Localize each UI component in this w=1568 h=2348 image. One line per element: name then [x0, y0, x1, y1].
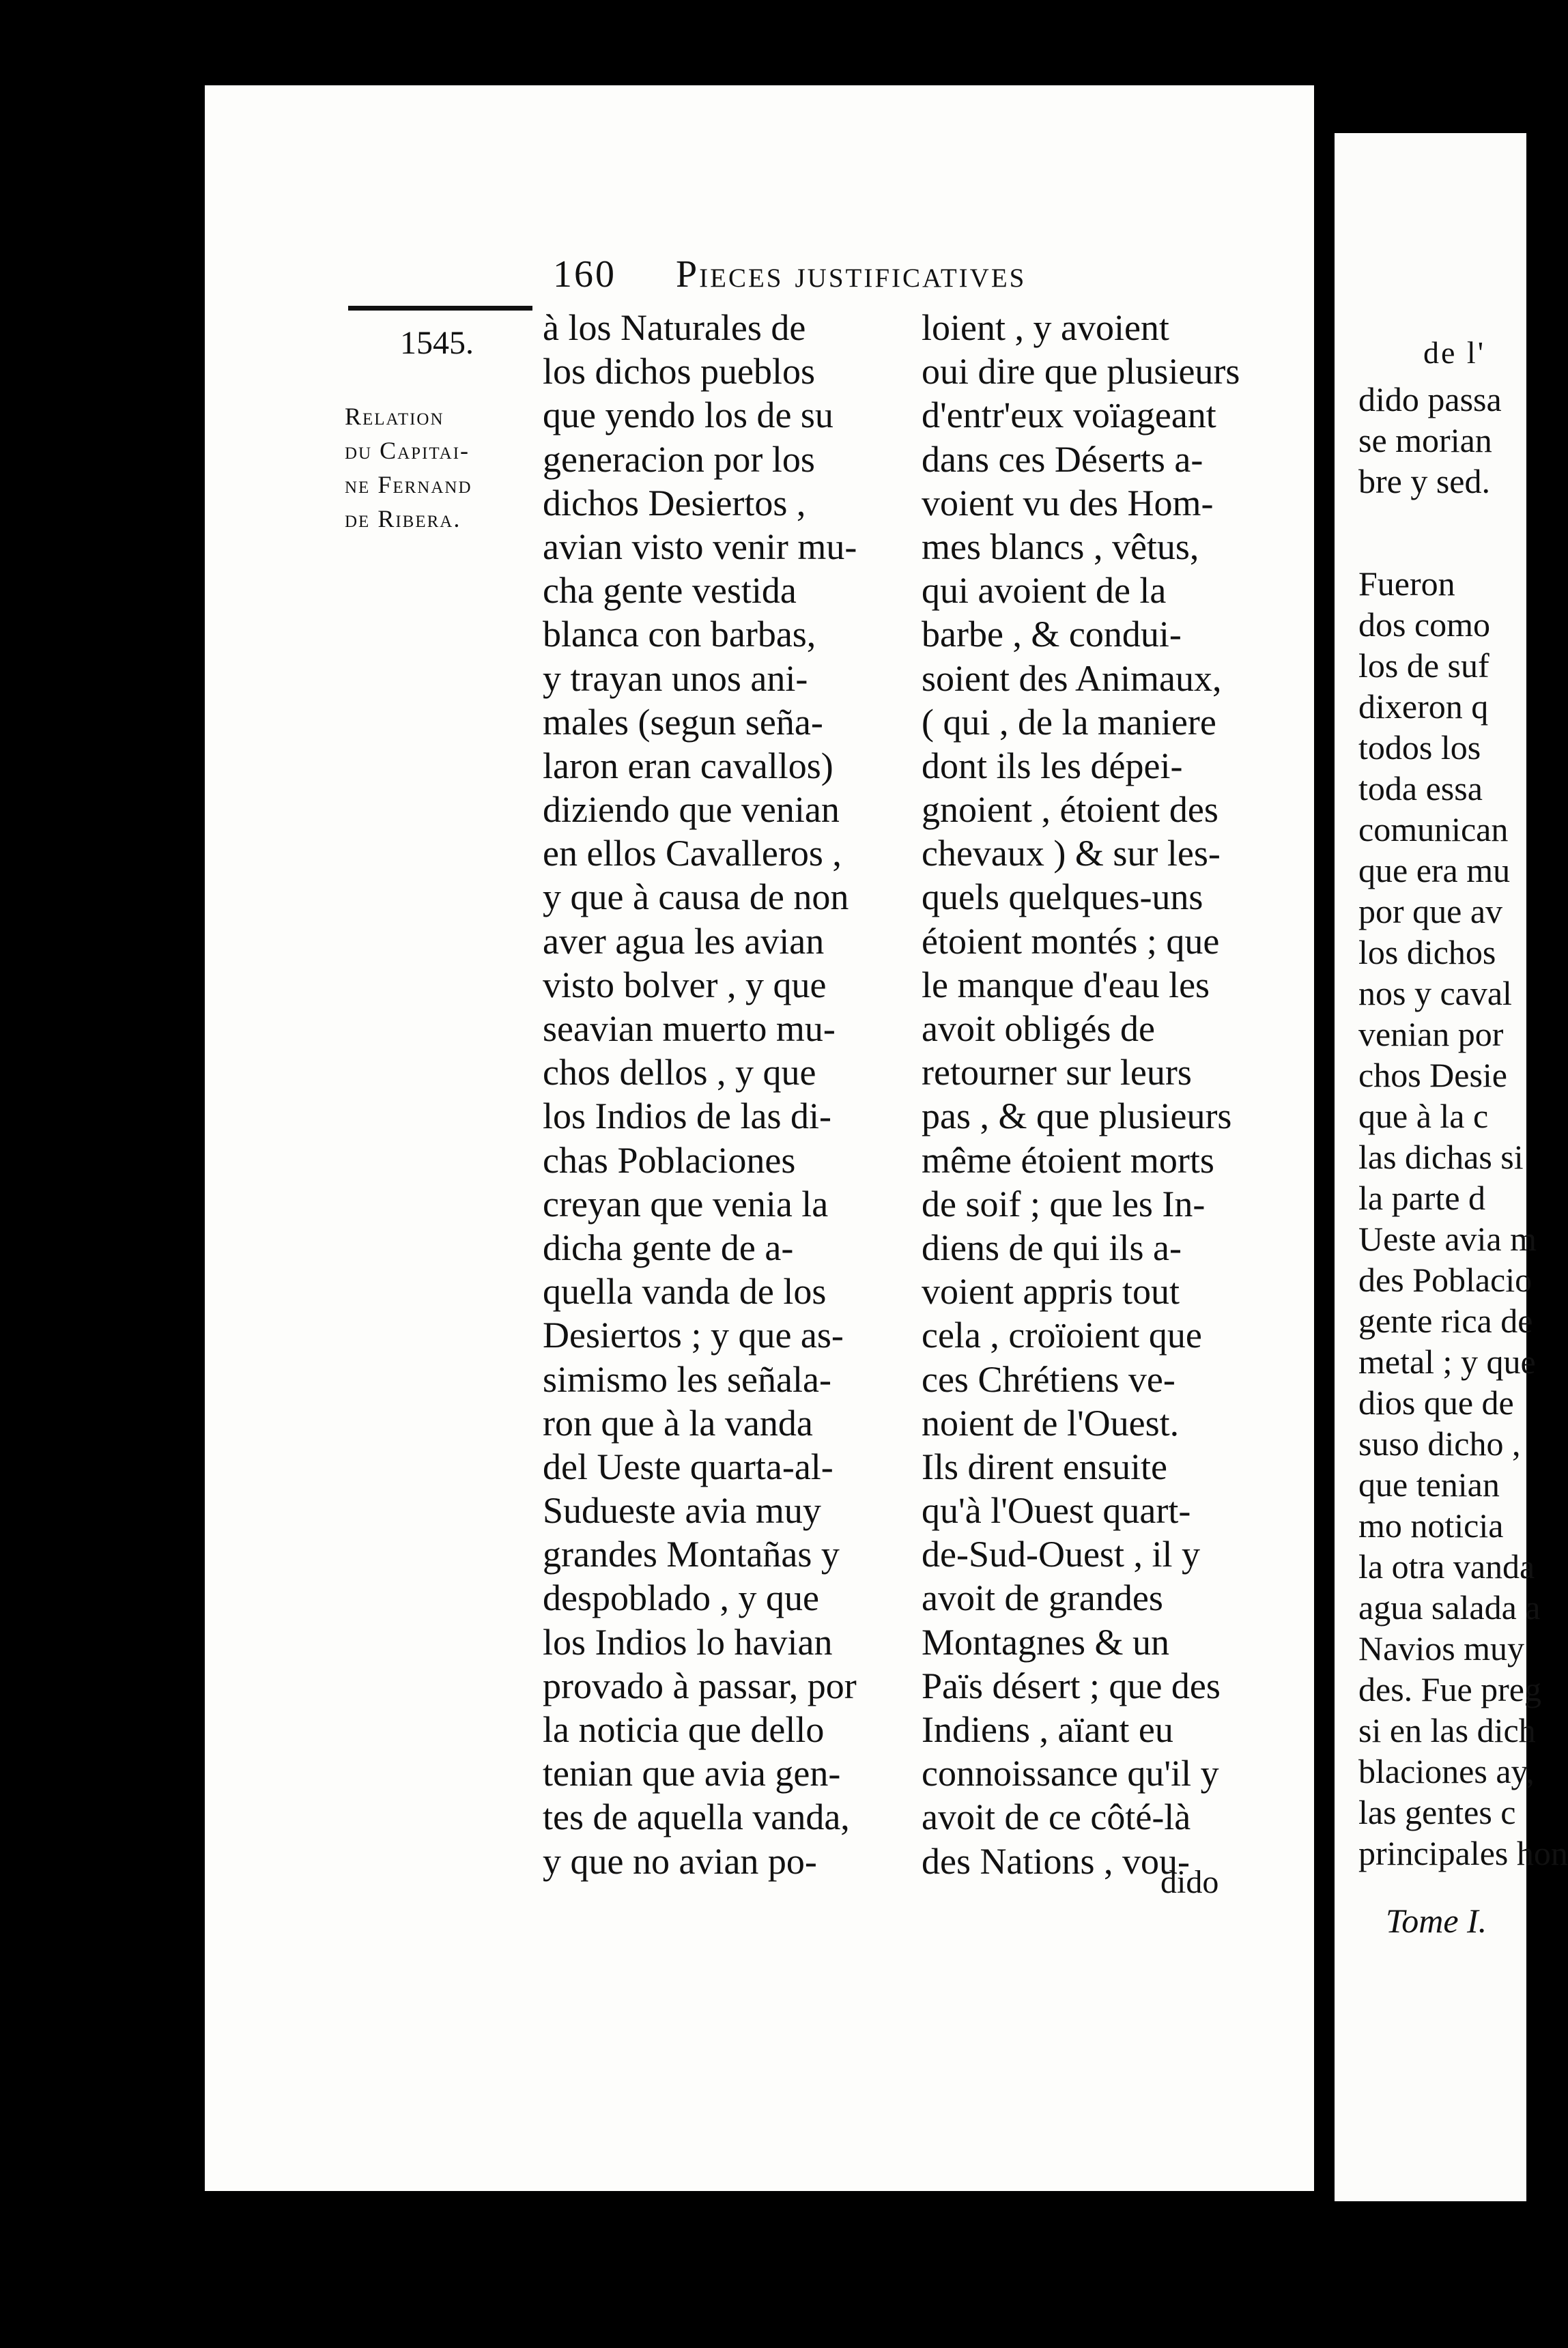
text-line: mes blancs , vêtus, — [922, 526, 1199, 567]
text-line: retourner sur leurs — [922, 1052, 1192, 1093]
text-line: venian por — [1358, 1015, 1504, 1053]
text-line: la otra vanda — [1358, 1547, 1535, 1586]
text-line: dos como — [1358, 605, 1491, 644]
text-line: dios que de — [1358, 1384, 1514, 1422]
paragraph-gap — [1358, 502, 1526, 563]
margin-year: 1545. — [400, 325, 474, 361]
text-line: nos y caval — [1358, 974, 1512, 1012]
text-line: de soif ; que les In- — [922, 1183, 1206, 1225]
text-line: des. Fue preg — [1358, 1670, 1541, 1708]
text-line: qu'à l'Ouest quart- — [922, 1490, 1191, 1532]
margin-line: de Ribera. — [345, 505, 461, 532]
text-line: toda essa — [1358, 769, 1483, 807]
text-line: avoit de grandes — [922, 1577, 1163, 1619]
page-number: 160 — [553, 253, 616, 296]
text-line: des Poblacio — [1358, 1261, 1533, 1299]
text-line: Montagnes & un — [922, 1621, 1169, 1663]
page-header — [553, 253, 1026, 296]
french-column — [922, 306, 1280, 1883]
text-line: tes de aquella vanda, — [543, 1796, 850, 1838]
text-line: dido passa — [1358, 380, 1502, 418]
text-line: Indiens , aïant eu — [922, 1709, 1173, 1750]
text-line: chevaux ) & sur les- — [922, 833, 1221, 874]
volume-footer: Tome I. — [1386, 1902, 1487, 1940]
text-line: étoient montés ; que — [922, 920, 1220, 962]
text-line: las dichas si — [1358, 1138, 1524, 1176]
text-line: visto bolver , y que — [543, 964, 827, 1005]
right-page-column — [1358, 379, 1568, 1874]
text-line: même étoient morts — [922, 1139, 1214, 1181]
margin-line: Relation — [345, 403, 444, 430]
text-line: quels quelques-uns — [922, 876, 1203, 918]
text-line: y trayan unos ani- — [543, 657, 808, 699]
text-line: que à la c — [1358, 1097, 1489, 1135]
text-line: principales hon — [1358, 1834, 1568, 1872]
text-line: cha gente vestida — [543, 570, 797, 612]
text-line: que era mu — [1358, 851, 1511, 889]
text-line: diens de qui ils a- — [922, 1227, 1182, 1268]
text-line: barbe , & condui- — [922, 614, 1182, 655]
text-line: à los Naturales de — [543, 307, 806, 348]
text-line: los Indios de las di- — [543, 1096, 831, 1137]
catchword: dido — [1160, 1864, 1219, 1900]
text-line: dans ces Déserts a- — [922, 438, 1203, 480]
text-line: avoit obligés de — [922, 1008, 1155, 1049]
text-line: la noticia que dello — [543, 1709, 825, 1750]
running-title: Pieces justificatives — [676, 253, 1027, 296]
text-line: ces Chrétiens ve- — [922, 1358, 1175, 1400]
text-line: voient appris tout — [922, 1271, 1180, 1313]
text-line: d'entr'eux voïageant — [922, 395, 1216, 436]
text-line: y que à causa de non — [543, 876, 849, 918]
text-line: avian visto venir mu- — [543, 526, 857, 567]
text-line: ( qui , de la maniere — [922, 701, 1216, 743]
text-line: dont ils les dépei- — [922, 745, 1183, 786]
text-line: y que no avian po- — [543, 1840, 817, 1882]
text-line: suso dicho , — [1358, 1424, 1521, 1463]
text-line: loient , y avoient — [922, 307, 1169, 348]
text-line: de-Sud-Ouest , il y — [922, 1534, 1200, 1575]
text-line: los Indios lo havian — [543, 1621, 833, 1663]
text-line: agua salada a — [1358, 1588, 1541, 1627]
text-line: grandes Montañas y — [543, 1534, 840, 1575]
text-line: comunican — [1358, 810, 1509, 848]
text-line: voient vu des Hom- — [922, 482, 1214, 524]
text-line: los dichos — [1358, 933, 1496, 971]
text-line: des Nations , vou- — [922, 1840, 1190, 1882]
text-line: los de suf — [1358, 646, 1489, 685]
text-line: Païs désert ; que des — [922, 1665, 1221, 1706]
margin-line: ne Fernand — [345, 471, 472, 498]
right-page-header: de l' — [1423, 335, 1485, 370]
text-line: blanca con barbas, — [543, 614, 816, 655]
text-line: males (segun seña- — [543, 701, 823, 743]
text-line: que tenian — [1358, 1465, 1500, 1504]
text-line: del Ueste quarta-al- — [543, 1446, 833, 1487]
text-line: pas , & que plusieurs — [922, 1096, 1232, 1137]
text-line: noient de l'Ouest. — [922, 1402, 1180, 1444]
text-line: creyan que venia la — [543, 1183, 829, 1225]
text-line: provado à passar, por — [543, 1665, 857, 1706]
text-line: la parte d — [1358, 1179, 1486, 1217]
text-line: dichos Desiertos , — [543, 482, 806, 524]
text-line: Ils dirent ensuite — [922, 1446, 1167, 1487]
text-line: oui dire que plusieurs — [922, 351, 1240, 392]
spanish-column — [543, 306, 899, 1883]
text-line: Navios muy — [1358, 1629, 1525, 1667]
text-line: laron eran cavallos) — [543, 745, 833, 786]
text-line: connoissance qu'il y — [922, 1753, 1219, 1794]
text-line: generacion por los — [543, 438, 815, 480]
text-line: le manque d'eau les — [922, 964, 1210, 1005]
text-line: Sudueste avia muy — [543, 1490, 821, 1532]
text-line: en ellos Cavalleros , — [543, 833, 842, 874]
text-line: por que av — [1358, 892, 1503, 930]
text-line: tenian que avia gen- — [543, 1753, 841, 1794]
text-line: las gentes c — [1358, 1793, 1516, 1831]
text-line: chos Desie — [1358, 1056, 1507, 1094]
text-line: mo noticia — [1358, 1506, 1504, 1545]
text-line: Fueron — [1358, 564, 1455, 603]
text-line: aver agua les avian — [543, 920, 825, 962]
margin-note — [345, 324, 529, 536]
text-line: qui avoient de la — [922, 570, 1167, 612]
text-line: soient des Animaux, — [922, 657, 1222, 699]
text-line: se morian — [1358, 421, 1492, 459]
text-line: dixeron q — [1358, 687, 1489, 726]
text-line: avoit de ce côté-là — [922, 1796, 1191, 1838]
text-line: simismo les señala- — [543, 1358, 831, 1400]
text-line: blaciones ay, — [1358, 1752, 1535, 1790]
text-line: cela , croïoient que — [922, 1315, 1202, 1356]
text-line: despoblado , y que — [543, 1577, 819, 1619]
text-line: que yendo los de su — [543, 395, 833, 436]
text-line: diziendo que venian — [543, 789, 840, 831]
text-line: chas Poblaciones — [543, 1139, 796, 1181]
margin-rule — [348, 306, 532, 311]
text-line: todos los — [1358, 728, 1481, 767]
text-line: metal ; y que — [1358, 1343, 1536, 1381]
text-line: gnoient , étoient des — [922, 789, 1218, 831]
text-line: los dichos pueblos — [543, 351, 815, 392]
text-line: dicha gente de a- — [543, 1227, 794, 1268]
text-line: Desiertos ; y que as- — [543, 1315, 844, 1356]
text-line: gente rica de — [1358, 1302, 1533, 1340]
margin-line: du Capitai- — [345, 437, 470, 464]
text-line: seavian muerto mu- — [543, 1008, 836, 1049]
text-line: chos dellos , y que — [543, 1052, 816, 1093]
text-line: bre y sed. — [1358, 462, 1490, 500]
text-line: si en las dich — [1358, 1711, 1536, 1749]
text-line: quella vanda de los — [543, 1271, 827, 1313]
text-line: ron que à la vanda — [543, 1402, 813, 1444]
text-line: Ueste avia m — [1358, 1220, 1537, 1258]
